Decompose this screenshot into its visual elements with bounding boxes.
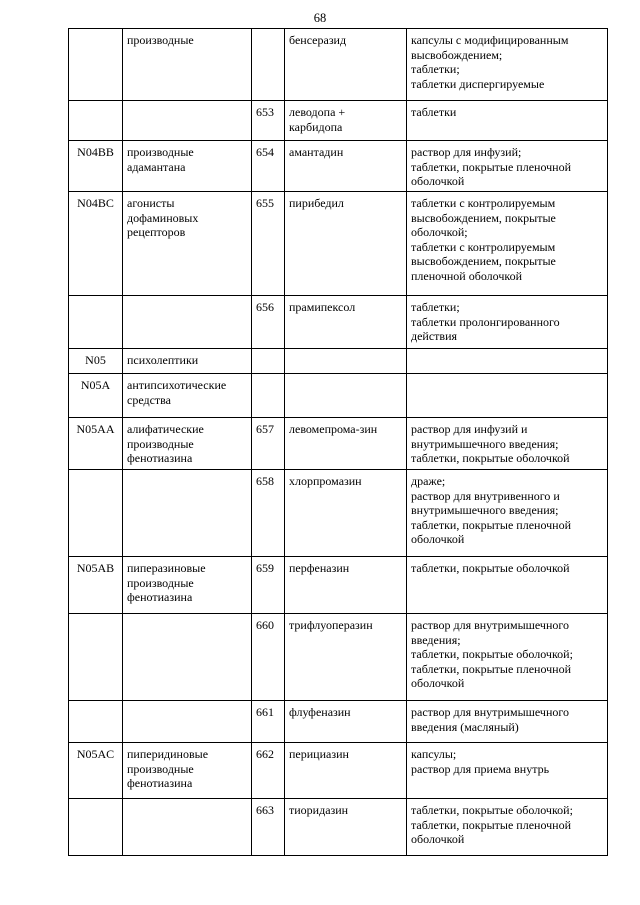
drug-name-cell [285, 141, 407, 192]
row-number-line: 654 [256, 145, 274, 159]
drug-name-cell [285, 614, 407, 701]
drug-table [68, 28, 608, 856]
group-name-line: алифатические [127, 422, 204, 436]
drug-name-cell [285, 349, 407, 374]
row-number-line: 653 [256, 105, 274, 119]
group-name-line: производные [127, 761, 194, 776]
row-number-line: 660 [256, 618, 274, 632]
atc-code-line: N04BC [77, 196, 114, 210]
group-name-line: фенотиазина [127, 590, 193, 605]
drug-name-line: трифлуоперазин [289, 618, 373, 632]
table-row [69, 296, 608, 349]
dosage-forms-cell [407, 470, 608, 557]
dosage-forms-cell [407, 799, 608, 856]
atc-code-line: N05A [80, 378, 111, 392]
atc-code-line: N05AB [76, 561, 115, 575]
group-name-line: пиперазиновые [127, 561, 206, 575]
drug-name-cell [285, 557, 407, 614]
dosage-forms-cell [407, 557, 608, 614]
table-row [69, 701, 608, 743]
group-name-cell [123, 614, 252, 701]
row-number-line: 655 [256, 196, 274, 210]
group-name-cell [123, 799, 252, 856]
dosage-forms-line: раствор для инфузий; [411, 145, 522, 159]
dosage-forms-line: раствор для внутримышечного введения (масляный) [411, 705, 569, 734]
dosage-forms-line: таблетки; [411, 300, 460, 314]
atc-code-line: N05AC [76, 747, 115, 761]
dosage-forms-line: капсулы; [411, 747, 457, 761]
drug-name-cell [285, 29, 407, 101]
table-row [69, 349, 608, 374]
atc-code-line: N04BB [77, 145, 114, 159]
atc-code-line: N05AA [76, 422, 115, 436]
group-name-cell [123, 470, 252, 557]
drug-name-cell [285, 192, 407, 296]
dosage-forms-line: таблетки, покрытые оболочкой; [411, 647, 573, 662]
group-name-line: средства [127, 392, 172, 407]
table-row [69, 557, 608, 614]
table-row [69, 29, 608, 101]
row-number-cell [252, 743, 285, 799]
table-row [69, 141, 608, 192]
drug-name-line: хлорпромазин [289, 474, 362, 488]
row-number-line: 663 [256, 803, 274, 817]
table-row [69, 192, 608, 296]
atc-code-cell [69, 296, 123, 349]
dosage-forms-cell [407, 418, 608, 470]
group-name-line: производные [127, 575, 194, 590]
table-row [69, 614, 608, 701]
drug-name-cell [285, 799, 407, 856]
row-number-cell [252, 701, 285, 743]
drug-name-line: левомепрома-зин [289, 422, 378, 436]
row-number-cell [252, 101, 285, 141]
atc-code-cell [69, 374, 123, 418]
dosage-forms-line: таблетки, покрытые пленочной оболочкой [411, 817, 572, 847]
group-name-cell [123, 192, 252, 296]
dosage-forms-line: таблетки, покрытые оболочкой [411, 561, 570, 575]
group-name-line: пиперидиновые [127, 747, 209, 761]
row-number-cell [252, 418, 285, 470]
dosage-forms-line: таблетки с контролируемым высвобождением, покрытые пленочной оболочкой [411, 239, 556, 283]
atc-code-cell [69, 557, 123, 614]
drug-name-cell [285, 374, 407, 418]
group-name-cell [123, 101, 252, 141]
table-row [69, 418, 608, 470]
table-row [69, 470, 608, 557]
drug-name-line: прамипексол [289, 300, 356, 314]
table-row [69, 799, 608, 856]
drug-name-line: перфеназин [289, 561, 350, 575]
drug-name-line: бенсеразид [289, 33, 347, 47]
row-number-line: 662 [256, 747, 274, 761]
dosage-forms-line: драже; [411, 474, 446, 488]
row-number-cell [252, 296, 285, 349]
group-name-line: производные [127, 145, 194, 159]
drug-name-line: пирибедил [289, 196, 344, 210]
atc-code-cell [69, 743, 123, 799]
atc-code-cell [69, 349, 123, 374]
dosage-forms-cell [407, 701, 608, 743]
group-name-cell [123, 296, 252, 349]
group-name-cell [123, 141, 252, 192]
row-number-cell [252, 349, 285, 374]
drug-name-line: леводопа + [289, 105, 346, 119]
dosage-forms-line: раствор для приема внутрь [411, 761, 550, 776]
dosage-forms-cell [407, 296, 608, 349]
row-number-cell [252, 141, 285, 192]
drug-name-line: тиоридазин [289, 803, 349, 817]
drug-table-body [69, 29, 608, 856]
atc-code-cell [69, 614, 123, 701]
row-number-cell [252, 557, 285, 614]
row-number-cell [252, 470, 285, 557]
atc-code-line: N05 [85, 353, 106, 367]
group-name-line: фенотиазина [127, 451, 193, 466]
table-row [69, 101, 608, 141]
dosage-forms-line: капсулы с модифицированным высвобождением; [411, 33, 569, 62]
group-name-line: рецепторов [127, 225, 186, 240]
dosage-forms-cell [407, 374, 608, 418]
drug-name-cell [285, 418, 407, 470]
row-number-line: 656 [256, 300, 274, 314]
row-number-cell [252, 799, 285, 856]
dosage-forms-line: раствор для внутримышечного введения; [411, 618, 569, 647]
group-name-cell [123, 29, 252, 101]
dosage-forms-cell [407, 29, 608, 101]
row-number-cell [252, 614, 285, 701]
atc-code-cell [69, 470, 123, 557]
group-name-line: фенотиазина [127, 776, 193, 791]
dosage-forms-line: раствор для инфузий и внутримышечного введения; [411, 422, 559, 451]
row-number-line: 658 [256, 474, 274, 488]
dosage-forms-line: таблетки [411, 105, 457, 119]
atc-code-cell [69, 418, 123, 470]
row-number-line: 659 [256, 561, 274, 575]
group-name-cell [123, 418, 252, 470]
dosage-forms-cell [407, 743, 608, 799]
group-name-line: агонисты [127, 196, 175, 210]
row-number-line: 661 [256, 705, 274, 719]
group-name-line: дофаминовых [127, 210, 199, 225]
group-name-line: производные [127, 33, 194, 47]
group-name-line: производные [127, 436, 194, 451]
drug-name-line: амантадин [289, 145, 344, 159]
row-number-cell [252, 29, 285, 101]
atc-code-cell [69, 701, 123, 743]
row-number-cell [252, 374, 285, 418]
row-number-line: 657 [256, 422, 274, 436]
drug-name-cell [285, 296, 407, 349]
drug-name-cell [285, 470, 407, 557]
dosage-forms-cell [407, 101, 608, 141]
atc-code-cell [69, 799, 123, 856]
atc-code-cell [69, 29, 123, 101]
dosage-forms-line: таблетки с контролируемым высвобождением, покрытые оболочкой; [411, 196, 556, 240]
dosage-forms-cell [407, 192, 608, 296]
dosage-forms-cell [407, 349, 608, 374]
drug-name-line: карбидопа [289, 119, 343, 134]
group-name-cell [123, 701, 252, 743]
dosage-forms-line: таблетки, покрытые оболочкой; [411, 803, 573, 817]
table-row [69, 374, 608, 418]
drug-name-cell [285, 101, 407, 141]
table-row [69, 743, 608, 799]
dosage-forms-line: таблетки, покрытые оболочкой [411, 451, 570, 466]
drug-name-line: перициазин [289, 747, 349, 761]
drug-name-line: флуфеназин [289, 705, 351, 719]
atc-code-cell [69, 192, 123, 296]
drug-name-cell [285, 743, 407, 799]
group-name-cell [123, 349, 252, 374]
group-name-cell [123, 374, 252, 418]
group-name-line: антипсихотические [127, 378, 227, 392]
group-name-line: адамантана [127, 159, 186, 174]
dosage-forms-line: таблетки, покрытые пленочной оболочкой [411, 661, 572, 691]
atc-code-cell [69, 141, 123, 192]
group-name-line: психолептики [127, 353, 199, 367]
dosage-forms-line: таблетки, покрытые пленочной оболочкой [411, 159, 572, 189]
dosage-forms-line: таблетки, покрытые пленочной оболочкой [411, 517, 572, 547]
dosage-forms-line: раствор для внутривенного и внутримышечного введения; [411, 488, 560, 518]
dosage-forms-line: таблетки; [411, 62, 460, 77]
drug-name-cell [285, 701, 407, 743]
group-name-cell [123, 557, 252, 614]
group-name-cell [123, 743, 252, 799]
dosage-forms-line: таблетки пролонгированного действия [411, 314, 560, 344]
page-number: 68 [313, 11, 327, 25]
row-number-cell [252, 192, 285, 296]
dosage-forms-cell [407, 141, 608, 192]
dosage-forms-cell [407, 614, 608, 701]
dosage-forms-line: таблетки диспергируемые [411, 76, 545, 91]
atc-code-cell [69, 101, 123, 141]
